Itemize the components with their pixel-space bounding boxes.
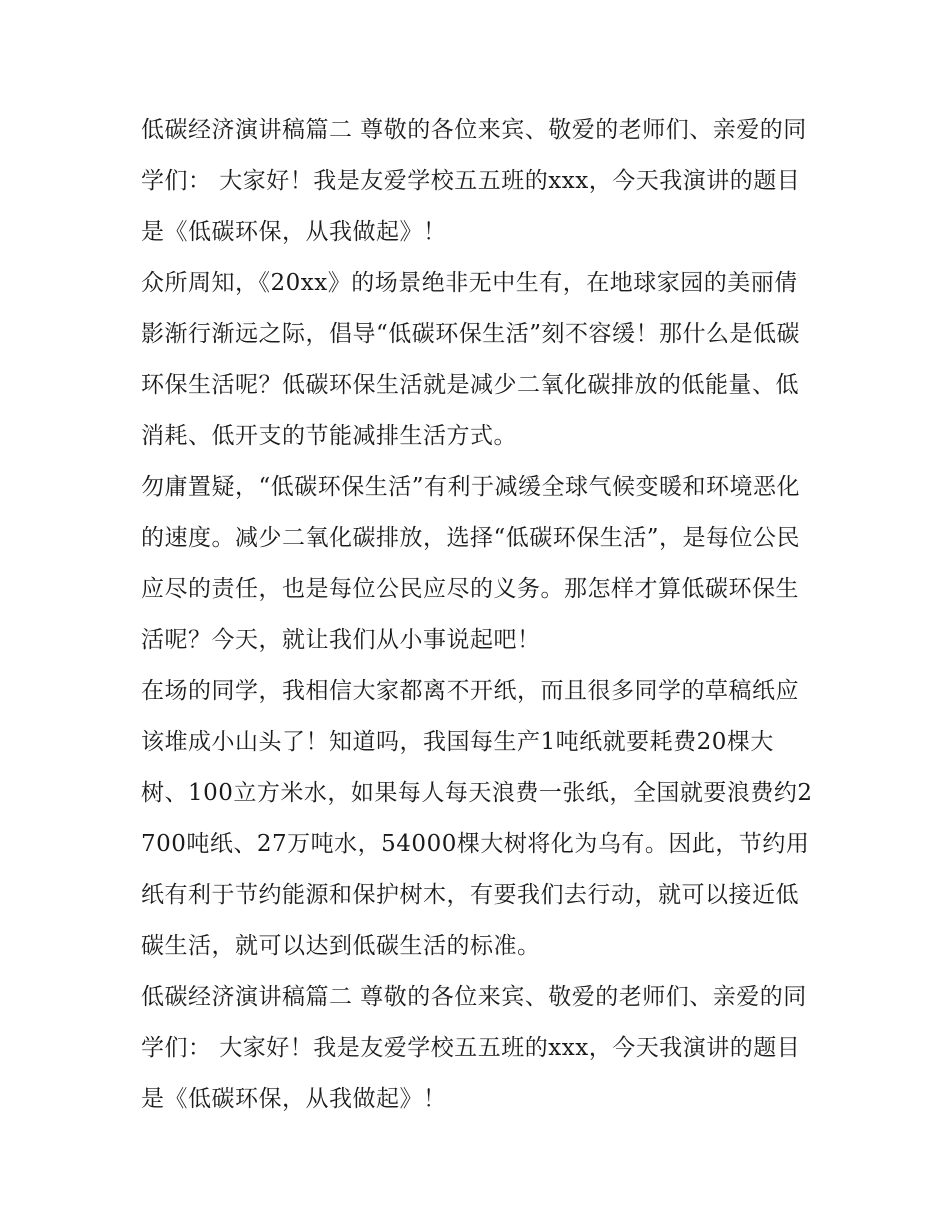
paragraph-intro-repeat: 低碳经济演讲稿篇二 尊敬的各位来宾、敬爱的老师们、亲爱的同学们： 大家好！我是友爱学校五五班的xxx，今天我演讲的题目是《低碳环保，从我做起》！ <box>141 984 807 1112</box>
paragraph-intro: 低碳经济演讲稿篇二 尊敬的各位来宾、敬爱的老师们、亲爱的同学们： 大家好！我是友爱学校五五班的xxx，今天我演讲的题目是《低碳环保，从我做起》！ <box>141 117 807 245</box>
paragraph-low-carbon-definition: 众所周知，《20xx》的场景绝非无中生有，在地球家园的美丽倩影渐行渐远之际，倡导“低碳环保生活”刻不容缓！那什么是低碳环保生活呢？低碳环保生活就是减少二氧化碳排放的低能量、低消耗、低开支的节能减排生活方式。 <box>141 270 801 449</box>
paragraph-responsibility: 勿庸置疑，“低碳环保生活”有利于减缓全球气候变暖和环境恶化的速度。减少二氧化碳排放，选择“低碳环保生活”，是每位公民应尽的责任，也是每位公民应尽的义务。那怎样才算低碳环保生活呢？今天，就让我们从小事说起吧！ <box>141 474 801 653</box>
paragraph-paper-saving: 在场的同学，我相信大家都离不开纸，而且很多同学的草稿纸应该堆成小山头了！知道吗，我国每生产1吨纸就要耗费20棵大树、100立方米水，如果每人每天浪费一张纸，全国就要浪费约2700吨纸、27万吨水，54000棵大树将化为乌有。因此，节约用纸有利于节约能源和保护树木，有要我们去行动，就可以接近低碳生活，就可以达到低碳生活的标准。 <box>141 678 813 959</box>
document-body <box>141 105 813 1125</box>
